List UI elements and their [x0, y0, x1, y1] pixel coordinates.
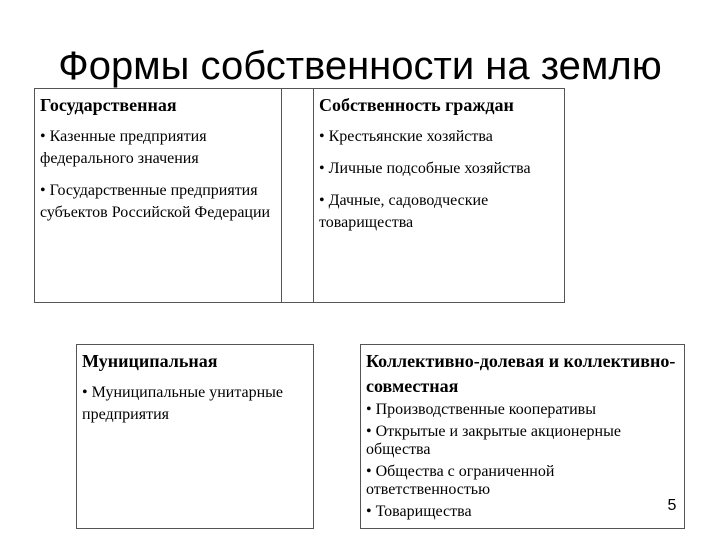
list-item: • Казенные предприятия федерального значения [40, 126, 276, 170]
list-item: • Производственные кооперативы [366, 401, 679, 419]
list-item: • Общества с ограниченной ответственностью [366, 463, 679, 499]
box-heading: Коллективно-долевая и коллективно-совместная [366, 351, 676, 396]
connector-frame [282, 88, 313, 303]
list-item: • Товарищества [366, 503, 679, 521]
list-item: • Крестьянские хозяйства [319, 126, 559, 148]
box-municipal [76, 344, 314, 529]
list-item: • Дачные, садоводческие товарищества [319, 190, 559, 234]
list-item: • Муниципальные унитарные предприятия [82, 382, 308, 426]
box-collective [360, 344, 685, 529]
page-number: 5 [667, 497, 677, 514]
box-heading: Государственная [40, 95, 177, 115]
box-heading: Собственность граждан [319, 95, 514, 115]
slide-title: Формы собственности на землю [58, 44, 662, 88]
box-citizens [313, 88, 565, 303]
list-item: • Открытые и закрытые акционерные общества [366, 423, 679, 459]
list-item: • Личные подсобные хозяйства [319, 158, 559, 180]
list-item: • Государственные предприятия субъектов Российской Федерации [40, 180, 276, 224]
box-heading: Муниципальная [82, 351, 218, 371]
box-state [34, 88, 282, 303]
